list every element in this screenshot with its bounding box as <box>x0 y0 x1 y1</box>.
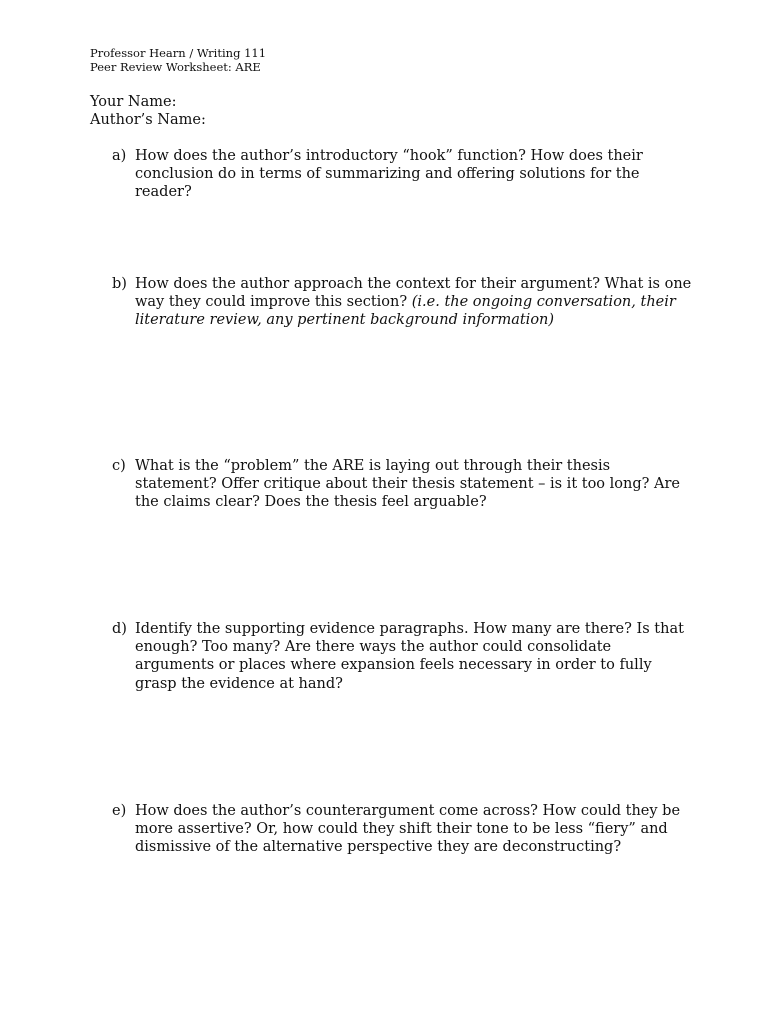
question-d-label: d) <box>112 621 127 637</box>
question-c-label: c) <box>112 458 126 474</box>
question-e-label: e) <box>112 803 127 819</box>
question-c <box>112 457 692 512</box>
question-e <box>112 802 692 857</box>
question-b-text <box>135 275 692 330</box>
worksheet-title: Peer Review Worksheet: ARE <box>90 60 261 74</box>
question-b <box>112 275 692 330</box>
question-c-body: What is the “problem” the ARE is laying out through their thesis statement? Offer critique about their thesis statement – is it too long? Are the claims clear? Does the thesis feel arguable? <box>135 458 681 511</box>
question-d-text <box>135 620 692 693</box>
question-c-text <box>135 457 692 512</box>
question-b-body: How does the author approach the context for their argument? What is one way they could improve this section? <box>135 276 692 311</box>
your-name-label: Your Name: <box>90 94 177 110</box>
question-a-body: How does the author’s introductory “hook” function? How does their conclusion do in terms of summarizing and offering solutions for the reader? <box>135 148 643 201</box>
question-d-body: Identify the supporting evidence paragraphs. How many are there? Is that enough? Too many? Are there ways the author could consolidate arguments or places where expansion feels necessary in order to fully grasp the evidence at hand? <box>135 621 684 692</box>
question-b-label: b) <box>112 276 127 292</box>
question-e-body: How does the author’s counterargument come across? How could they be more assertive? Or, how could they shift their tone to be less “fiery” and dismissive of the alternative perspective they are deconstructing? <box>135 803 681 856</box>
question-a-text <box>135 147 692 202</box>
question-a <box>112 147 692 202</box>
question-d <box>112 620 692 693</box>
question-e-text <box>135 802 692 857</box>
question-a-label: a) <box>112 148 127 164</box>
author-name-label: Author’s Name: <box>90 112 206 128</box>
course-header: Professor Hearn / Writing 111 <box>90 46 267 60</box>
question-b-hint: (i.e. the ongoing conversation, their literature review, any pertinent background information) <box>135 294 676 329</box>
